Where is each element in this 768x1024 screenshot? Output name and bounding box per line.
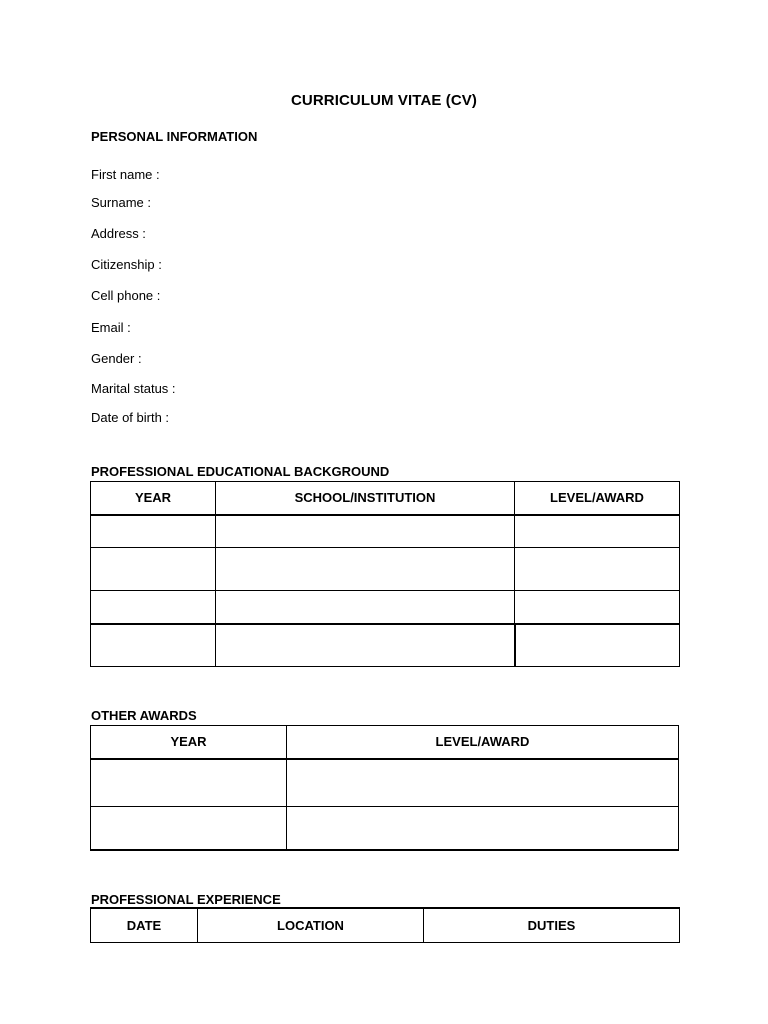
table-cell <box>91 515 216 548</box>
table-cell <box>216 591 515 624</box>
experience-table <box>90 907 680 943</box>
table-cell <box>91 624 216 667</box>
personal-information-heading: PERSONAL INFORMATION <box>91 129 258 144</box>
awards-col-year: YEAR <box>91 726 287 759</box>
table-cell <box>91 759 287 807</box>
table-cell <box>216 624 515 667</box>
table-row <box>91 548 680 591</box>
table-cell <box>91 591 216 624</box>
field-date-of-birth: Date of birth : <box>91 410 170 425</box>
field-first-name: First name : <box>91 167 160 182</box>
education-col-school: SCHOOL/INSTITUTION <box>216 482 515 515</box>
document-title: CURRICULUM VITAE (CV) <box>291 92 477 109</box>
table-row <box>91 515 680 548</box>
experience-col-location: LOCATION <box>198 908 424 942</box>
table-cell <box>515 515 680 548</box>
table-row <box>91 759 679 807</box>
education-col-level: LEVEL/AWARD <box>515 482 680 515</box>
experience-heading: PROFESSIONAL EXPERIENCE <box>91 892 281 907</box>
awards-col-level: LEVEL/AWARD <box>287 726 679 759</box>
field-citizenship: Citizenship : <box>91 257 162 272</box>
other-awards-heading: OTHER AWARDS <box>91 708 197 723</box>
other-awards-table <box>90 725 679 851</box>
table-cell <box>216 548 515 591</box>
table-row <box>91 624 680 667</box>
field-gender: Gender : <box>91 351 142 366</box>
education-col-year: YEAR <box>91 482 216 515</box>
experience-col-date: DATE <box>91 908 198 942</box>
field-address: Address : <box>91 226 146 241</box>
field-cell-phone: Cell phone : <box>91 288 161 303</box>
education-heading: PROFESSIONAL EDUCATIONAL BACKGROUND <box>91 464 390 479</box>
table-row <box>91 591 680 624</box>
table-cell <box>91 807 287 850</box>
table-row <box>91 807 679 850</box>
table-cell <box>287 807 679 850</box>
education-table <box>90 481 680 667</box>
field-marital-status: Marital status : <box>91 381 176 396</box>
table-cell <box>216 515 515 548</box>
table-cell <box>515 624 680 667</box>
table-cell <box>515 591 680 624</box>
table-cell <box>287 759 679 807</box>
field-surname: Surname : <box>91 195 151 210</box>
table-cell <box>515 548 680 591</box>
field-email: Email : <box>91 320 131 335</box>
experience-col-duties: DUTIES <box>424 908 680 942</box>
table-cell <box>91 548 216 591</box>
